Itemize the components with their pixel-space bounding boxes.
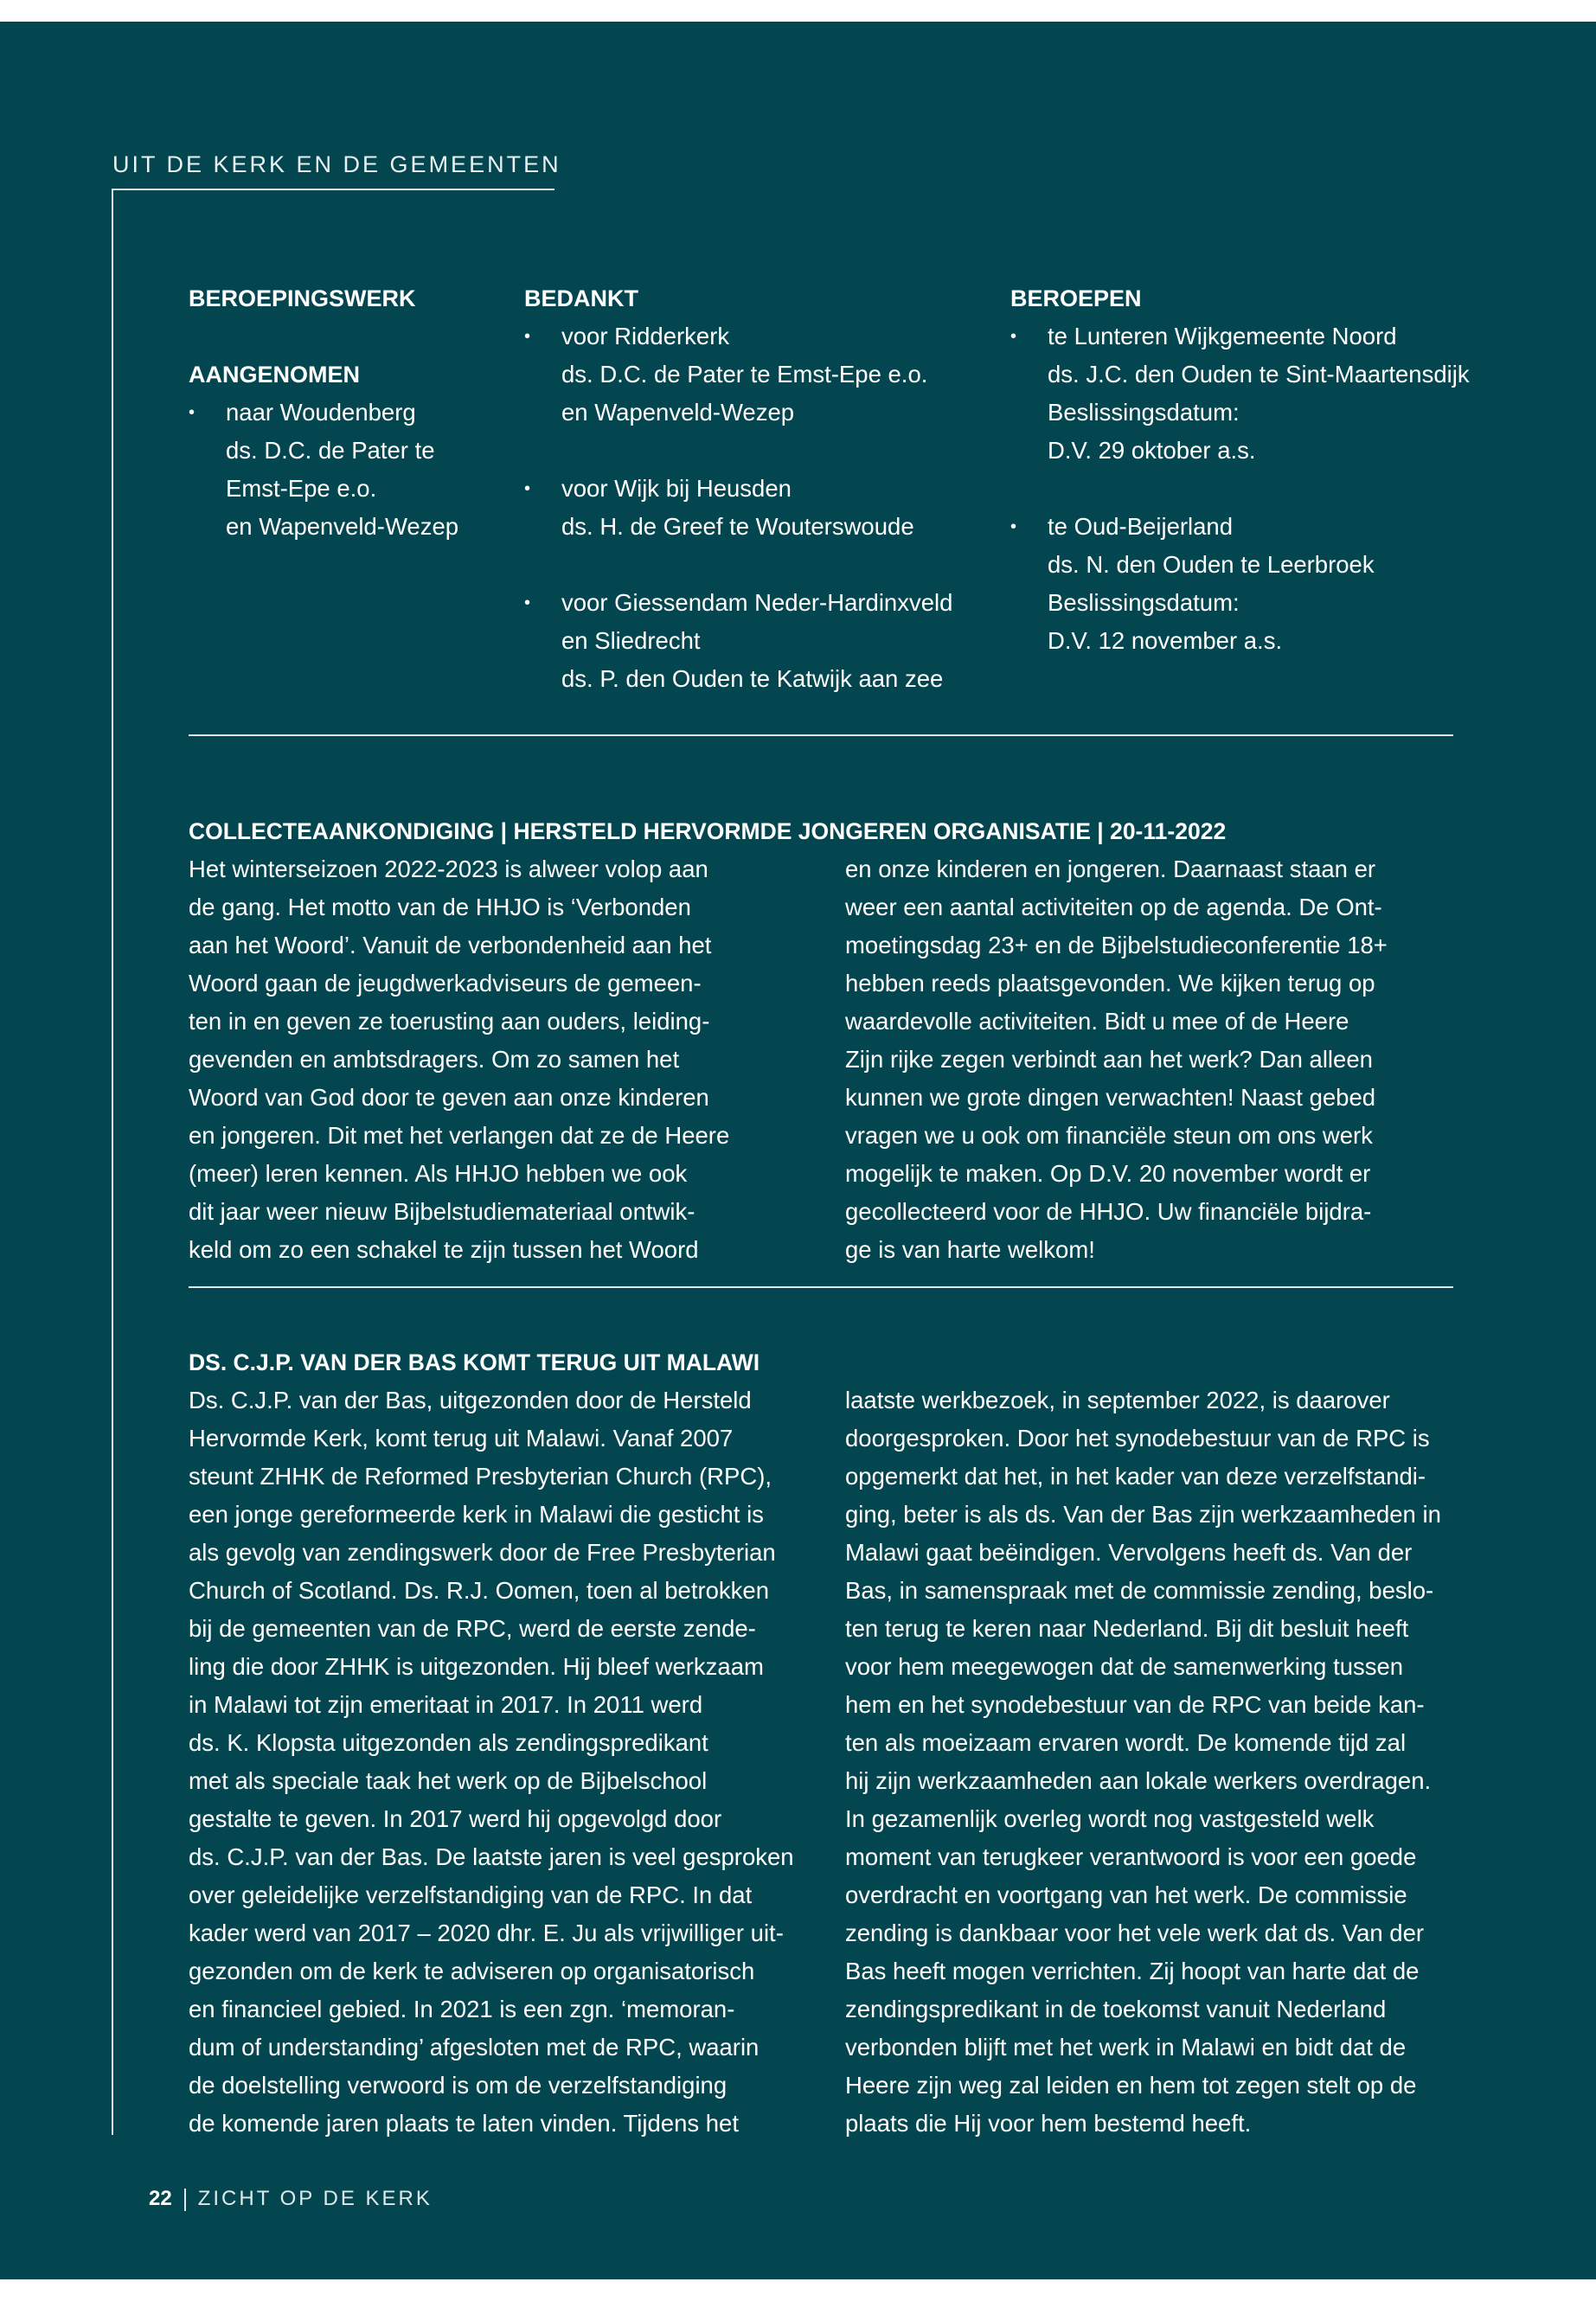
bedankt-column bbox=[524, 279, 991, 698]
page-footer bbox=[149, 2183, 433, 2214]
bullet-icon: • bbox=[1010, 327, 1017, 346]
text-line: Bas heeft mogen verrichten. Zij hoopt van harte dat de bbox=[845, 1958, 1420, 1984]
text-line: verbonden blijft met het werk in Malawi en bidt dat de bbox=[845, 2034, 1407, 2061]
text-line: en onze kinderen en jongeren. Daarnaast staan er bbox=[845, 856, 1376, 882]
text-line: keld om zo een schakel te zijn tussen het Woord bbox=[189, 1236, 699, 1263]
bullet-icon: • bbox=[524, 327, 531, 346]
bullet-icon: • bbox=[524, 479, 531, 498]
text-line: hij zijn werkzaamheden aan lokale werkers overdragen. bbox=[845, 1767, 1432, 1794]
text-line: vragen we u ook om financiële steun om ons werk bbox=[845, 1122, 1373, 1149]
text-line: In gezamenlijk overleg wordt nog vastgesteld welk bbox=[845, 1805, 1375, 1832]
text-line: hebben reeds plaatsgevonden. We kijken terug op bbox=[845, 970, 1375, 997]
malawi-title: DS. C.J.P. VAN DER BAS KOMT TERUG UIT MALAWI bbox=[189, 1349, 760, 1375]
beroepen-column bbox=[1010, 279, 1581, 660]
text-line: hem en het synodebestuur van de RPC van beide kan- bbox=[845, 1691, 1425, 1718]
footer-separator bbox=[184, 2189, 186, 2211]
divider bbox=[189, 1286, 1453, 1288]
text-line: de komende jaren plaats te laten vinden. Tijdens het bbox=[189, 2110, 739, 2137]
text-line: ling die door ZHHK is uitgezonden. Hij bleef werkzaam bbox=[189, 1653, 764, 1680]
text-line: moetingsdag 23+ en de Bijbelstudieconferentie 18+ bbox=[845, 932, 1388, 958]
text-line: gezonden om de kerk te adviseren op organisatorisch bbox=[189, 1958, 755, 1984]
text-line: ten in en geven ze toerusting aan ouders, leiding- bbox=[189, 1008, 710, 1035]
text-line: zendingspredikant in de toekomst vanuit Nederland bbox=[845, 1996, 1387, 2022]
text-line: overdracht en voortgang van het werk. De commissie bbox=[845, 1881, 1407, 1908]
list-item: • naar Woudenberg ds. D.C. de Pater te Emst-Epe e.o. en Wapenveld-Wezep bbox=[189, 394, 500, 546]
text-line: opgemerkt dat het, in het kader van deze verzelfstandi- bbox=[845, 1463, 1426, 1490]
divider bbox=[189, 734, 1453, 736]
list-item: • voor Giessendam Neder-Hardinxveld en Sliedrecht ds. P. den Ouden te Katwijk aan zee bbox=[524, 584, 991, 698]
text-line: doorgesproken. Door het synodebestuur van de RPC is bbox=[845, 1425, 1430, 1452]
magazine-name: ZICHT OP DE KERK bbox=[197, 2187, 433, 2210]
text-line: moment van terugkeer verantwoord is voor een goede bbox=[845, 1843, 1417, 1870]
malawi-right-column bbox=[845, 1381, 1485, 2143]
text-line: over geleidelijke verzelfstandiging van de RPC. In dat bbox=[189, 1881, 753, 1908]
text-line: Zijn rijke zegen verbindt aan het werk? Dan alleen bbox=[845, 1046, 1373, 1073]
text-line: ge is van harte welkom! bbox=[845, 1236, 1095, 1263]
text-line: kader werd van 2017 – 2020 dhr. E. Ju als vrijwilliger uit- bbox=[189, 1920, 784, 1946]
text-line: (meer) leren kennen. Als HHJO hebben we ook bbox=[189, 1160, 688, 1187]
text-line: Malawi gaat beëindigen. Vervolgens heeft ds. Van der bbox=[845, 1539, 1413, 1566]
text-line: mogelijk te maken. Op D.V. 20 november wordt er bbox=[845, 1160, 1371, 1187]
text-line: een jonge gereformeerde kerk in Malawi die gesticht is bbox=[189, 1501, 764, 1528]
collecte-right-column bbox=[845, 850, 1485, 1269]
collecte-left-column bbox=[189, 850, 829, 1269]
beroepingswerk-heading: BEROEPINGSWERK bbox=[189, 285, 416, 311]
text-line: dit jaar weer nieuw Bijbelstudiemateriaal ontwik- bbox=[189, 1198, 695, 1225]
bullet-icon: • bbox=[189, 403, 195, 422]
text-line: weer een aantal activiteiten op de agenda. De Ont- bbox=[845, 894, 1382, 920]
text-line: Woord van God door te geven aan onze kinderen bbox=[189, 1084, 709, 1111]
list-item: • voor Ridderkerk ds. D.C. de Pater te Emst-Epe e.o. en Wapenveld-Wezep bbox=[524, 317, 991, 432]
text-line: Ds. C.J.P. van der Bas, uitgezonden door de Hersteld bbox=[189, 1387, 752, 1413]
text-line: plaats die Hij voor hem bestemd heeft. bbox=[845, 2110, 1252, 2137]
text-line: steunt ZHHK de Reformed Presbyterian Church (RPC), bbox=[189, 1463, 772, 1490]
text-line: en financieel gebied. In 2021 is een zgn. ‘memoran- bbox=[189, 1996, 735, 2022]
text-line: en jongeren. Dit met het verlangen dat ze de Heere bbox=[189, 1122, 730, 1149]
bullet-icon: • bbox=[1010, 517, 1017, 536]
text-line: Het winterseizoen 2022-2023 is alweer volop aan bbox=[189, 856, 708, 882]
text-line: aan het Woord’. Vanuit de verbondenheid aan het bbox=[189, 932, 712, 958]
page-number: 22 bbox=[149, 2187, 172, 2210]
beroepen-heading: BEROEPEN bbox=[1010, 285, 1142, 311]
section-label: UIT DE KERK EN DE GEMEENTEN bbox=[112, 151, 561, 177]
text-line: kunnen we grote dingen verwachten! Naast gebed bbox=[845, 1084, 1376, 1111]
text-line: gecollecteerd voor de HHJO. Uw financiële bijdra- bbox=[845, 1198, 1372, 1225]
text-line: zending is dankbaar voor het vele werk dat ds. Van der bbox=[845, 1920, 1425, 1946]
text-line: ten als moeizaam ervaren wordt. De komende tijd zal bbox=[845, 1729, 1407, 1756]
text-line: Bas, in samenspraak met de commissie zending, beslo- bbox=[845, 1577, 1434, 1604]
list-item: • voor Wijk bij Heusden ds. H. de Greef te Wouterswoude bbox=[524, 470, 991, 546]
malawi-left-column bbox=[189, 1381, 829, 2143]
bullet-icon: • bbox=[524, 593, 531, 612]
text-line: Heere zijn weg zal leiden en hem tot zegen stelt op de bbox=[845, 2072, 1417, 2099]
text-line: als gevolg van zendingswerk door de Free Presbyterian bbox=[189, 1539, 776, 1566]
text-line: laatste werkbezoek, in september 2022, is daarover bbox=[845, 1387, 1390, 1413]
text-line: gestalte te geven. In 2017 werd hij opgevolgd door bbox=[189, 1805, 722, 1832]
text-line: gevenden en ambtsdragers. Om zo samen het bbox=[189, 1046, 680, 1073]
section-label-underline bbox=[112, 189, 554, 190]
left-vertical-rule bbox=[112, 189, 113, 2135]
text-line: de doelstelling verwoord is om de verzelfstandiging bbox=[189, 2072, 727, 2099]
text-line: de gang. Het motto van de HHJO is ‘Verbonden bbox=[189, 894, 691, 920]
text-line: voor hem meegewogen dat de samenwerking tussen bbox=[845, 1653, 1404, 1680]
beroepingswerk-column bbox=[189, 279, 500, 546]
text-line: ging, beter is als ds. Van der Bas zijn werkzaamheden in bbox=[845, 1501, 1441, 1528]
collecte-title: COLLECTEAANKONDIGING | HERSTELD HERVORMDE JONGEREN ORGANISATIE | 20-11-2022 bbox=[189, 818, 1227, 844]
text-line: dum of understanding’ afgesloten met de RPC, waarin bbox=[189, 2034, 760, 2061]
list-item: • te Lunteren Wijkgemeente Noord ds. J.C. den Ouden te Sint-Maartensdijk Beslissingsdatum: D.V. 29 oktober a.s. bbox=[1010, 317, 1581, 470]
text-line: met als speciale taak het werk op de Bijbelschool bbox=[189, 1767, 708, 1794]
list-item: • te Oud-Beijerland ds. N. den Ouden te Leerbroek Beslissingsdatum: D.V. 12 november a.s. bbox=[1010, 508, 1581, 660]
aangenomen-heading: AANGENOMEN bbox=[189, 362, 361, 388]
magazine-page bbox=[0, 22, 1596, 2279]
text-line: Hervormde Kerk, komt terug uit Malawi. Vanaf 2007 bbox=[189, 1425, 734, 1452]
text-line: in Malawi tot zijn emeritaat in 2017. In 2011 werd bbox=[189, 1691, 703, 1718]
text-line: waardevolle activiteiten. Bidt u mee of de Heere bbox=[845, 1008, 1349, 1035]
bedankt-heading: BEDANKT bbox=[524, 285, 638, 311]
text-line: Church of Scotland. Ds. R.J. Oomen, toen al betrokken bbox=[189, 1577, 770, 1604]
text-line: bij de gemeenten van de RPC, werd de eerste zende- bbox=[189, 1615, 756, 1642]
text-line: ds. C.J.P. van der Bas. De laatste jaren is veel gesproken bbox=[189, 1843, 794, 1870]
text-line: ds. K. Klopsta uitgezonden als zendingspredikant bbox=[189, 1729, 708, 1756]
text-line: Woord gaan de jeugdwerkadviseurs de gemeen- bbox=[189, 970, 702, 997]
text-line: ten terug te keren naar Nederland. Bij dit besluit heeft bbox=[845, 1615, 1409, 1642]
